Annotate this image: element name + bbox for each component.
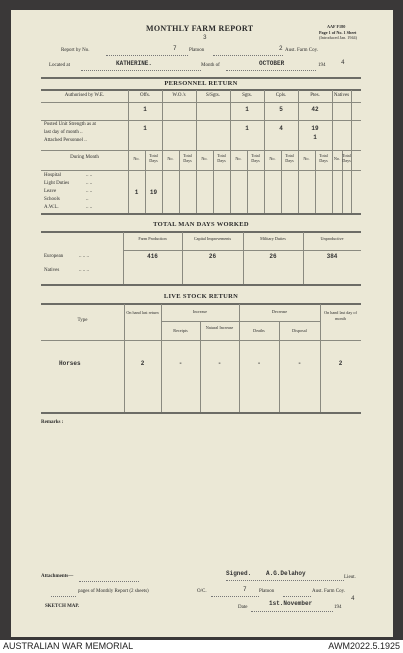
date-label: Date (238, 605, 248, 610)
european-value-1: 26 (208, 253, 217, 260)
livestock-value-1: - (178, 360, 183, 367)
pages-label: pages of Monthly Report (2 sheets) (78, 589, 149, 594)
report-by-value: 7 (173, 45, 177, 52)
mandays-col2: Capital Improvements (193, 236, 232, 241)
sub-no-2: No. (201, 156, 208, 161)
european-label: European (44, 254, 64, 259)
authorized-value-0: 1 (143, 106, 147, 113)
credit-left: AUSTRALIAN WAR MEMORIAL (3, 641, 134, 651)
posted-value-0: 1 (143, 125, 147, 132)
natural-label: Natural Increase (205, 325, 234, 330)
personnel-col-6: Natives (333, 93, 350, 98)
increase-label: Increase (193, 309, 207, 314)
during-row-0: Hospital (44, 173, 61, 178)
credit-right: AWM2022.5.1925 (328, 641, 400, 651)
european-dots: .. .. .. (79, 254, 89, 259)
form-sheet (11, 10, 393, 637)
oc-platoon-label: Platoon (259, 589, 275, 594)
livestock-type-label: Type (77, 318, 88, 323)
sub-total-5: Total Days (319, 153, 328, 163)
oc-farm-coy-label: Aust. Farm Coy. (312, 589, 346, 594)
livestock-col-line (124, 304, 125, 412)
posted-value-3: 1 (245, 125, 249, 132)
sub-total-4: Total Days (285, 153, 294, 163)
sub-total-2: Total Days (217, 153, 226, 163)
posted-value-5: 19 (311, 125, 319, 132)
livestock-value-3: - (257, 360, 261, 367)
personnel-col-4: Cpls. (275, 93, 287, 98)
located-label: Located at (49, 63, 70, 68)
farm-coy-label: Aust. Farm Coy. (285, 48, 319, 53)
date-year-value: 4 (351, 595, 355, 602)
during-month-label: During Month (70, 155, 99, 160)
attached-label: Attached Personnel .. (44, 138, 87, 143)
man-days-title: TOTAL MAN DAYS WORKED (153, 221, 249, 228)
personnel-col-0: Offs. (139, 93, 151, 98)
authorized-label: Authorised by W.E. (64, 93, 105, 98)
during-row-dots-2: .. .. (86, 189, 93, 194)
sub-total-0: Total Days (149, 153, 158, 163)
during-row-4: A.W.L. (44, 205, 59, 210)
posted-value-4: 4 (279, 125, 283, 132)
signed-label: Signed. (226, 570, 252, 577)
livestock-value-0: 2 (140, 360, 145, 367)
oc-label: O/C. (197, 589, 207, 594)
posted-label-1: Posted Unit Strength as at (44, 122, 96, 127)
receipts-label: Receipts (173, 328, 188, 333)
deaths-label: Deaths (253, 328, 265, 333)
oc-platoon-value: 7 (243, 586, 247, 593)
sub-total-3: Total Days (251, 153, 260, 163)
personnel-row-line (41, 150, 361, 151)
authorized-value-3: 1 (245, 106, 249, 113)
mandays-col1: Farm Production (138, 236, 167, 241)
platoon-value: 2 (279, 45, 283, 52)
livestock-row-type: Horses (59, 360, 81, 367)
year-prefix: 194 (318, 63, 326, 68)
leave-days-value: 19 (149, 189, 158, 196)
sub-no-5: No. (303, 156, 310, 161)
mandays-col4: Unproductive (320, 236, 344, 241)
sub-total-1: Total Days (183, 153, 192, 163)
mandays-col3: Military Duties (260, 236, 286, 241)
credit-bar (0, 640, 403, 653)
signed-value: A.G.Delahoy (266, 570, 306, 577)
sub-total-6: Total Days (342, 153, 351, 163)
date-value: 1st.November (269, 600, 313, 607)
livestock-header-line (41, 340, 361, 341)
during-row-1: Light Duties (44, 181, 70, 186)
personnel-col-line (162, 90, 163, 213)
attached-ptes-value: 1 (313, 134, 317, 141)
personnel-row-line (41, 120, 361, 121)
sub-no-6: No. (333, 156, 341, 161)
authorized-value-5: 42 (311, 106, 319, 113)
european-value-3: 384 (326, 253, 338, 260)
european-value-0: 416 (147, 253, 158, 260)
attachments-label: Attachments— (41, 574, 74, 579)
authorized-value-4: 5 (279, 106, 283, 113)
during-row-3: Schools (44, 197, 60, 202)
livestock-sub-line (161, 321, 320, 322)
during-row-dots-3: .. (86, 197, 89, 202)
personnel-col-line (351, 90, 352, 213)
personnel-col-1: W.O.'s (172, 93, 186, 98)
form-code: AAF F180 (327, 24, 346, 29)
natives-dots: .. .. .. (79, 268, 89, 273)
livestock-value-2: - (217, 360, 222, 367)
year-value: 4 (341, 59, 345, 66)
personnel-col-3: Sgts. (242, 93, 252, 98)
date-year-prefix: 194 (334, 605, 342, 610)
during-row-dots-4: .. .. (86, 205, 93, 210)
personnel-col-5: Ptes. (310, 93, 320, 98)
during-row-dots-0: .. .. (86, 173, 93, 178)
on-hand-last-label: On hand last day of month (324, 310, 357, 321)
posted-label-2: last day of month .. (44, 130, 83, 135)
form-page: Page 1 of No. 1 Sheet (319, 30, 357, 35)
personnel-row-line (41, 170, 361, 171)
during-row-2: Leave (44, 189, 57, 194)
livestock-title: LIVE STOCK RETURN (163, 293, 239, 300)
disposal-label: Disposal (292, 328, 307, 333)
natives-label: Natives (44, 268, 60, 273)
month-label: Month of (201, 63, 220, 68)
sub-no-1: No. (167, 156, 174, 161)
sub-no-4: No. (269, 156, 276, 161)
report-number: 3 (203, 34, 207, 41)
remarks-label: Remarks : (41, 420, 64, 425)
form-introduced: (Introduced Jan. 1944) (319, 35, 358, 40)
on-hand-first-label: On hand last return (126, 310, 159, 315)
livestock-value-5: 2 (338, 360, 343, 367)
personnel-col-line (332, 90, 333, 213)
sub-no-3: No. (235, 156, 242, 161)
platoon-label: Platoon (189, 48, 205, 53)
livestock-col-line (161, 304, 162, 412)
report-by-label: Report by No. (61, 48, 90, 53)
sub-no-0: No. (133, 156, 140, 161)
personnel-row-line (41, 102, 361, 103)
during-row-dots-1: .. .. (86, 181, 93, 186)
personnel-col-2: S/Sgts. (205, 93, 221, 98)
personnel-title: PERSONNEL RETURN (164, 80, 238, 87)
personnel-col-line (196, 90, 197, 213)
livestock-value-4: - (297, 360, 302, 367)
sketch-map-label: SKETCH MAP. (45, 604, 80, 609)
european-value-2: 26 (269, 253, 277, 260)
leave-no-value: 1 (134, 189, 139, 196)
located-value: KATHERINE. (116, 60, 153, 67)
decrease-label: Decrease (271, 309, 288, 314)
form-title: MONTHLY FARM REPORT (146, 24, 254, 33)
livestock-col-line (239, 304, 240, 412)
lieut-label: Lieut. (344, 575, 356, 580)
month-value: OCTOBER (259, 60, 285, 67)
mandays-header-line (123, 250, 361, 251)
